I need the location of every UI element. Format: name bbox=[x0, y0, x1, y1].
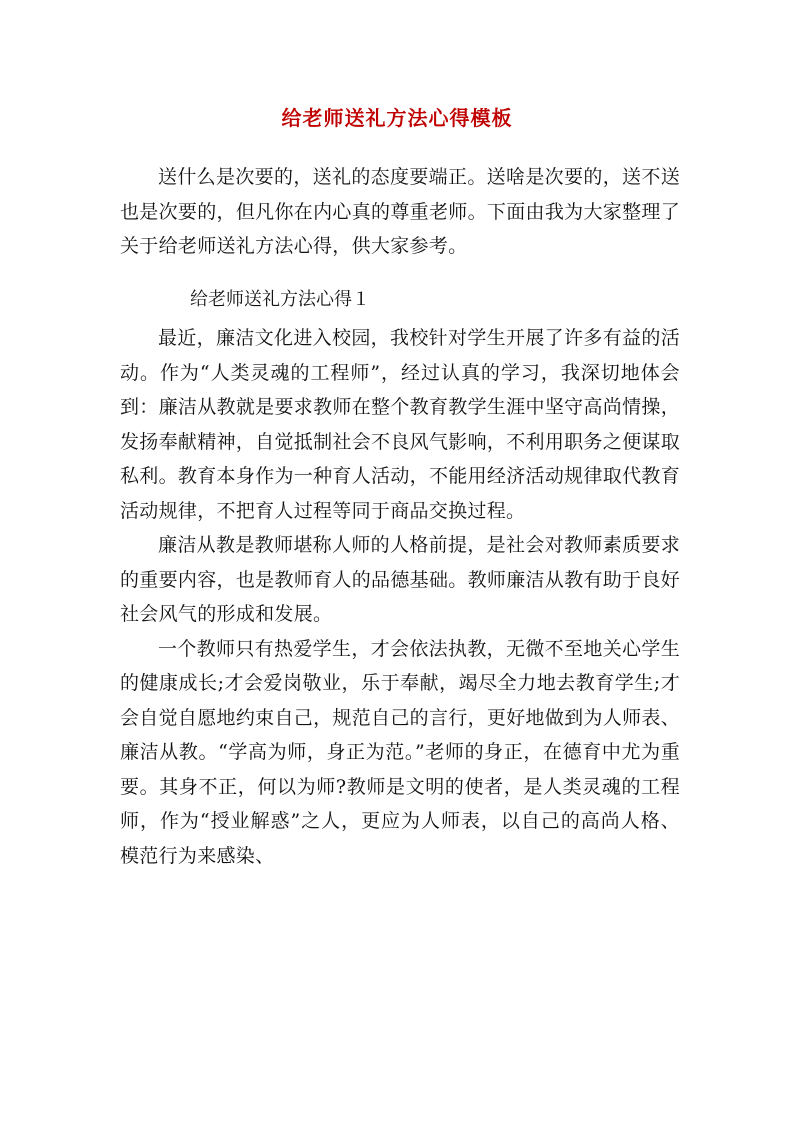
section-body bbox=[120, 321, 680, 873]
intro-paragraph: 送什么是次要的，送礼的态度要端正。送啥是次要的，送不送也是次要的，但凡你在内心真的尊重老师。下面由我为大家整理了关于给老师送礼方法心得，供大家参考。 bbox=[120, 166, 680, 257]
body-paragraph-2: 廉洁从教是教师堪称人师的人格前提，是社会对教师素质要求的重要内容，也是教师育人的品德基础。教师廉洁从教有助于良好社会风气的形成和发展。 bbox=[120, 534, 680, 625]
document-title: 给老师送礼方法心得模板 bbox=[281, 106, 513, 130]
body-paragraph-1: 最近，廉洁文化进入校园，我校针对学生开展了许多有益的活动。作为“人类灵魂的工程师”，经过认真的学习，我深切地体会到：廉洁从教就是要求教师在整个教育教学生涯中坚守高尚情操，发扬奉献精神，自觉抵制社会不良风气影响，不利用职务之便谋取私利。教育本身作为一种育人活动，不能用经济活动规律取代教育活动规律，不把育人过程等同于商品交换过程。 bbox=[120, 327, 680, 522]
body-paragraph-3: 一个教师只有热爱学生，才会依法执教，无微不至地关心学生的健康成长;才会爱岗敬业，乐于奉献，竭尽全力地去教育学生;才会自觉自愿地约束自己，规范自己的言行，更好地做到为人师表、廉洁从教。“学高为师，身正为范。”老师的身正，在德育中尤为重要。其身不正，何以为师?教师是文明的使者，是人类灵魂的工程师，作为“授业解惑”之人，更应为人师表，以自己的高尚人格、模范行为来感染、 bbox=[120, 637, 680, 867]
intro-block bbox=[120, 160, 680, 264]
section-heading: 给老师送礼方法心得１ bbox=[190, 289, 370, 310]
